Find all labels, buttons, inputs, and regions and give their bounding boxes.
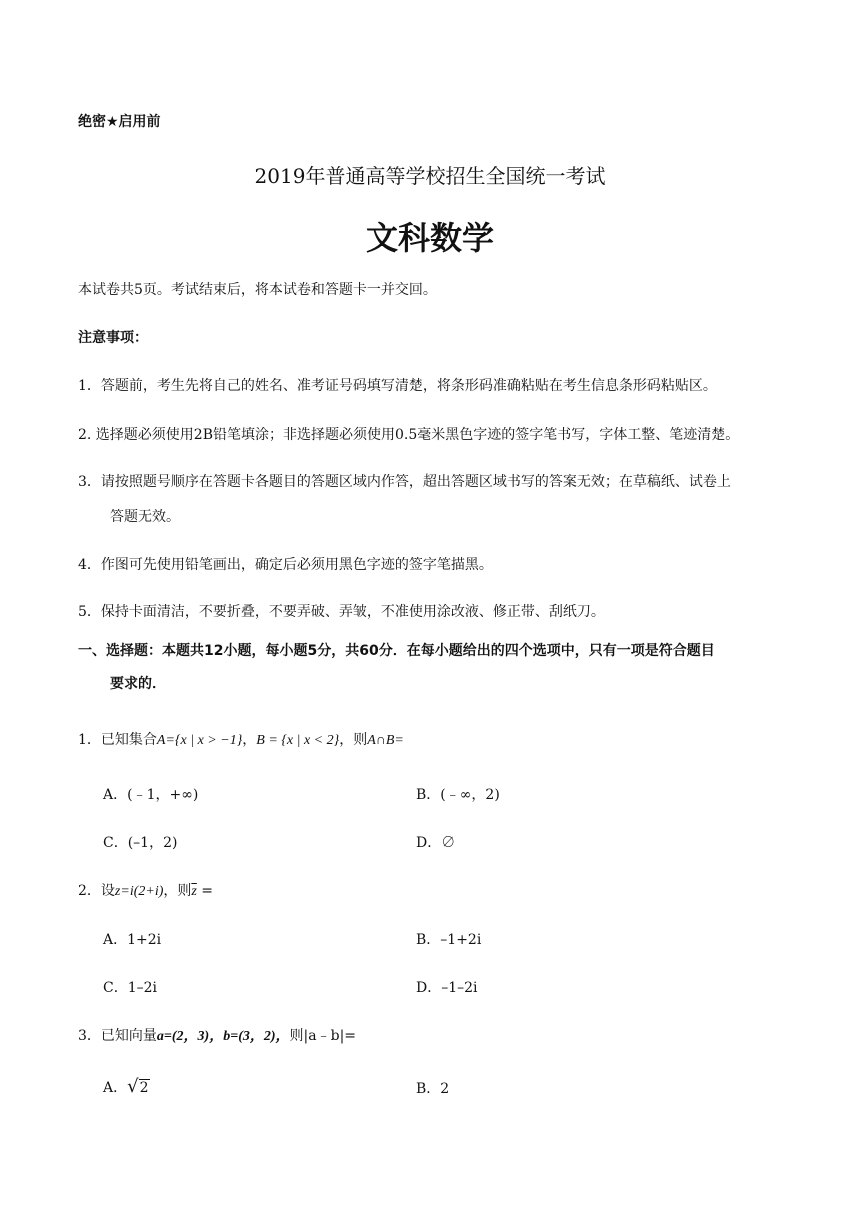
option-a-label: A． bbox=[103, 1080, 128, 1096]
question-2-suffix: = bbox=[196, 883, 214, 899]
question-1-prefix: 1．已知集合 bbox=[78, 732, 157, 748]
question-1-stem bbox=[78, 729, 404, 749]
question-2-mid: ，则 bbox=[163, 883, 192, 899]
question-2-expression: z=i(2+i) bbox=[114, 884, 164, 899]
note-item-1: 1．答题前，考生先将自己的姓名、准考证号码填写清楚，将条形码准确粘贴在考生信息条形码粘贴区。 bbox=[78, 378, 717, 394]
note-item-3-continued: 答题无效。 bbox=[110, 509, 180, 525]
section-heading-continued: 要求的． bbox=[110, 676, 166, 692]
conjugate-z: $\overline{z}$ bbox=[191, 884, 197, 899]
notes-heading: 注意事项： bbox=[78, 330, 148, 346]
question-1-option-d: D．∅ bbox=[416, 835, 456, 851]
vector-a-definition: a=(2，3)， bbox=[156, 1029, 224, 1044]
note-item-2: 2. 选择题必须使用2B铅笔填涂；非选择题必须使用0.5毫米黑色字迹的签字笔书写，字体工整、笔迹清楚。 bbox=[78, 427, 740, 443]
set-a-expression: A={x | x > −1} bbox=[156, 733, 243, 748]
question-1-target: A∩B= bbox=[367, 733, 404, 748]
exam-title: 2019年普通高等学校招生全国统一考试 bbox=[254, 164, 606, 188]
confidential-label: 绝密★启用前 bbox=[78, 114, 161, 130]
note-item-5: 5．保持卡面清洁，不要折叠，不要弄破、弄皱，不准使用涂改液、修正带、刮纸刀。 bbox=[78, 604, 605, 620]
question-2-prefix: 2．设 bbox=[78, 883, 115, 899]
note-item-3: 3．请按照题号顺序在答题卡各题目的答题区域内作答，超出答题区域书写的答案无效；在草稿纸、试卷上 bbox=[78, 474, 731, 490]
question-2-option-b: B．–1+2i bbox=[416, 932, 482, 948]
radicand: 2 bbox=[139, 1080, 149, 1096]
question-1-option-a: A．(﹣1，+∞) bbox=[103, 787, 199, 803]
section-heading: 一、选择题：本题共12小题，每小题5分，共60分．在每小题给出的四个选项中，只有一项是符合题目 bbox=[78, 643, 715, 659]
question-2-option-d: D．–1–2i bbox=[416, 980, 478, 996]
question-1-option-c: C．(–1，2) bbox=[103, 835, 178, 851]
note-item-4: 4．作图可先使用铅笔画出，确定后必须用黑色字迹的签字笔描黑。 bbox=[78, 557, 493, 573]
question-2-option-a: A．1+2i bbox=[103, 932, 162, 948]
question-3-suffix: 则|a﹣b|= bbox=[289, 1028, 357, 1044]
question-2-option-c: C．1–2i bbox=[103, 980, 158, 996]
question-3-option-b: B．2 bbox=[416, 1081, 450, 1097]
question-3-prefix: 3．已知向量 bbox=[78, 1028, 157, 1044]
vector-b-definition: b=(3，2)， bbox=[223, 1029, 290, 1044]
question-3-option-a bbox=[103, 1076, 150, 1097]
question-1-suffix: ，则 bbox=[339, 732, 368, 748]
exam-intro: 本试卷共5页。考试结束后，将本试卷和答题卡一并交回。 bbox=[78, 282, 437, 298]
question-3-stem bbox=[78, 1025, 356, 1045]
question-1-option-b: B．(﹣∞，2) bbox=[416, 787, 500, 803]
set-b-expression: B = {x | x < 2} bbox=[256, 733, 340, 748]
sqrt-expression bbox=[127, 1076, 149, 1097]
question-1-separator: ， bbox=[242, 732, 257, 748]
radical-sign-icon: √ bbox=[127, 1076, 139, 1097]
subject-title: 文科数学 bbox=[365, 219, 494, 257]
question-2-stem bbox=[78, 880, 213, 900]
